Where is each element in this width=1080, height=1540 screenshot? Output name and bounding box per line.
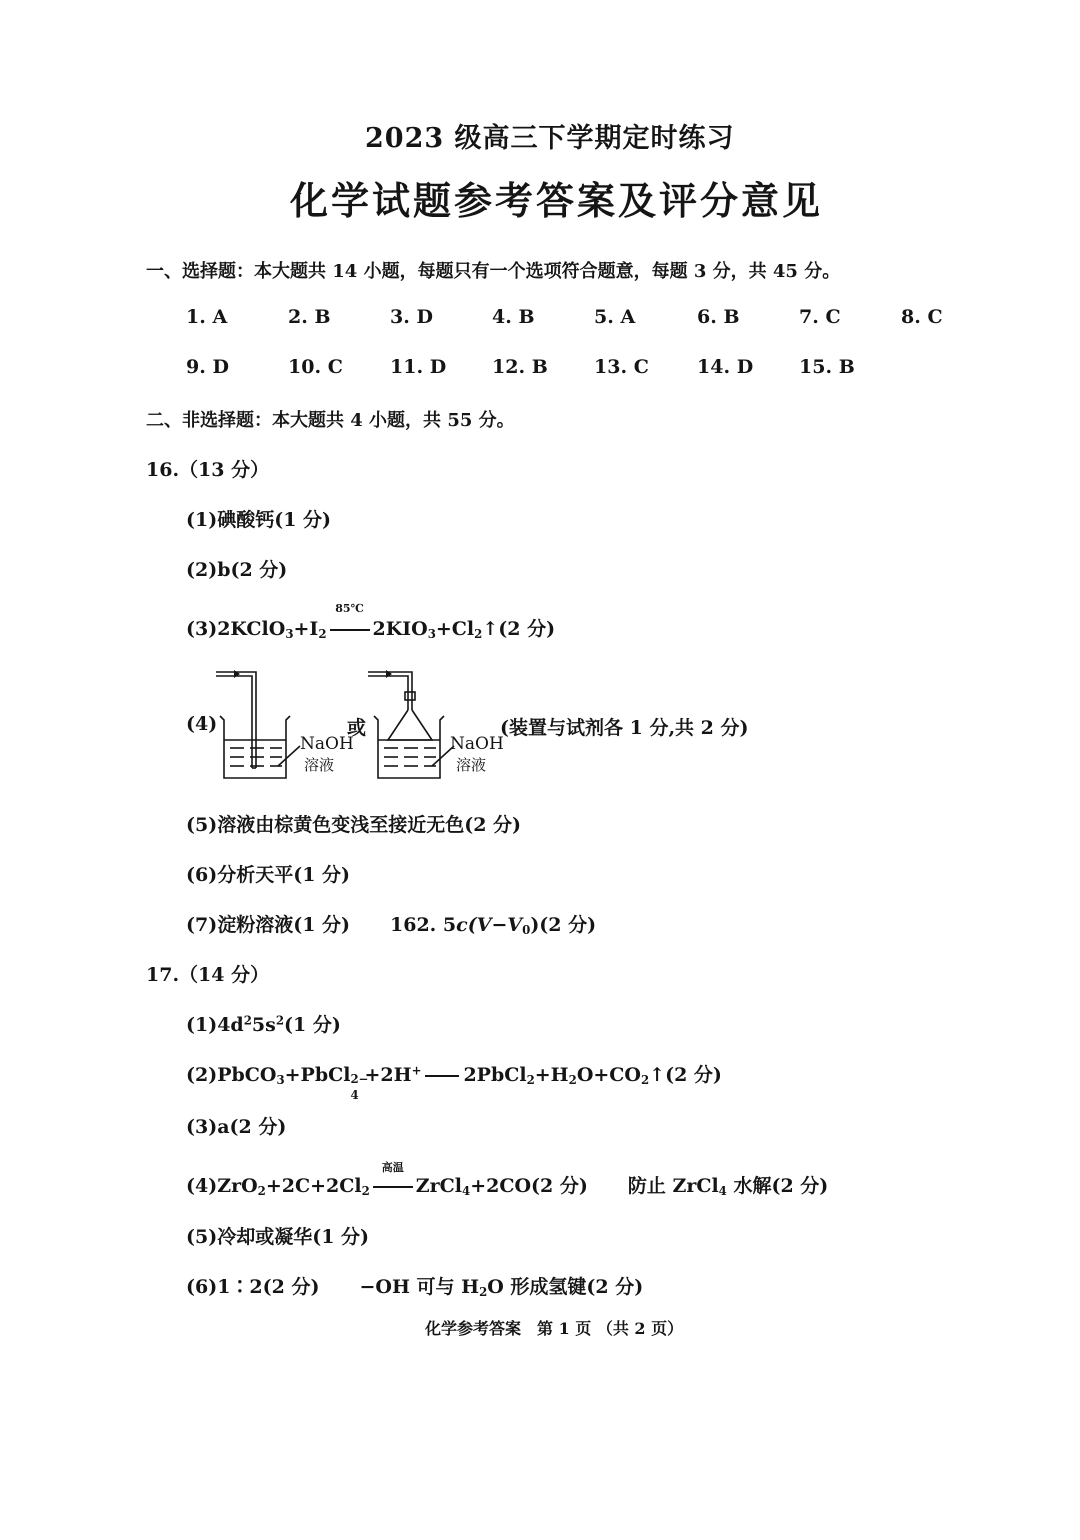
- reaction-condition: 85℃: [335, 602, 364, 615]
- q16-part-6: (6)分析天平(1 分): [186, 864, 351, 886]
- mc-answer: 9. D: [186, 356, 229, 378]
- q16-part-3-equation: $(3)2KClO_3+I_2$ 85℃ $2KIO_3+Cl_2↑(2$ 分): [186, 602, 556, 641]
- title-line-1: 2023 级高三下学期定时练习: [365, 123, 735, 154]
- q16-header: 16.（13 分）: [146, 459, 270, 481]
- mc-answer: 14. D: [697, 356, 754, 378]
- solution-label-1: 溶液: [304, 756, 335, 774]
- naoh-label-2: NaOH: [450, 734, 504, 754]
- mc-answer: 12. B: [492, 356, 548, 378]
- q17-part-1: $(1)4d^25s^2(1$ 分): [186, 1013, 341, 1036]
- mc-answer: 5. A: [594, 306, 636, 328]
- q16-part-4-note: (装置与试剂各 1 分,共 2 分): [500, 717, 749, 739]
- mc-answer: 1. A: [186, 306, 228, 328]
- mc-answer: 7. C: [799, 306, 841, 328]
- mc-answer: 3. D: [390, 306, 433, 328]
- section-2-heading: 二、非选择题：本大题共 4 小题，共 55 分。: [146, 410, 515, 431]
- q17-part-6: (6)1∶2(2 分) −OH 可与 $H_2O$ 形成氢键(2 分): [186, 1276, 644, 1299]
- q16-part-7: (7)淀粉溶液(1 分) 162. $5c(V-V_0)(2$ 分): [186, 914, 597, 937]
- q16-part-5: (5)溶液由棕黄色变浅至接近无色(2 分): [186, 814, 522, 836]
- or-label: 或: [347, 717, 367, 739]
- naoh-label-1: NaOH: [300, 734, 354, 754]
- reaction-condition-high-temp: 高温: [381, 1161, 404, 1174]
- q17-header: 17.（14 分）: [146, 964, 270, 986]
- q17-part-4-equation: $(4)ZrO_2+2C+2Cl_2$ 高温 ZrCl$_4$+2CO(2 分) 防止 ZrCl$_4$ 水解(2 分): [186, 1161, 829, 1198]
- q17-part-3: (3)a(2 分): [186, 1116, 287, 1138]
- q16-part-4-label: (4): [186, 713, 218, 735]
- q17-part-2-equation: (2)PbCO$_3$+PbCl 2− 4 +2H+ $2PbCl_2+H_2O+CO_2↑(2$ 分): [186, 1063, 722, 1102]
- mc-answer: 6. B: [697, 306, 740, 328]
- solution-label-2: 溶液: [456, 756, 487, 774]
- q16-part-2: (2)b(2 分): [186, 559, 288, 581]
- mc-answer: 15. B: [799, 356, 855, 378]
- section-1-heading: 一、选择题：本大题共 14 小题，每题只有一个选项符合题意，每题 3 分，共 45 分。: [146, 261, 841, 282]
- q16-part-1: (1)碘酸钙(1 分): [186, 509, 332, 531]
- mc-answer: 10. C: [288, 356, 343, 378]
- mc-answer: 2. B: [288, 306, 331, 328]
- title-line-2: 化学试题参考答案及评分意见: [290, 178, 824, 223]
- q17-part-5: (5)冷却或凝华(1 分): [186, 1226, 370, 1248]
- mc-answer: 4. B: [492, 306, 535, 328]
- mc-answer: 8. C: [901, 306, 943, 328]
- page-footer: 化学参考答案 第 1 页 （共 2 页）: [425, 1319, 684, 1338]
- mc-answer: 13. C: [594, 356, 649, 378]
- mc-answer: 11. D: [390, 356, 447, 378]
